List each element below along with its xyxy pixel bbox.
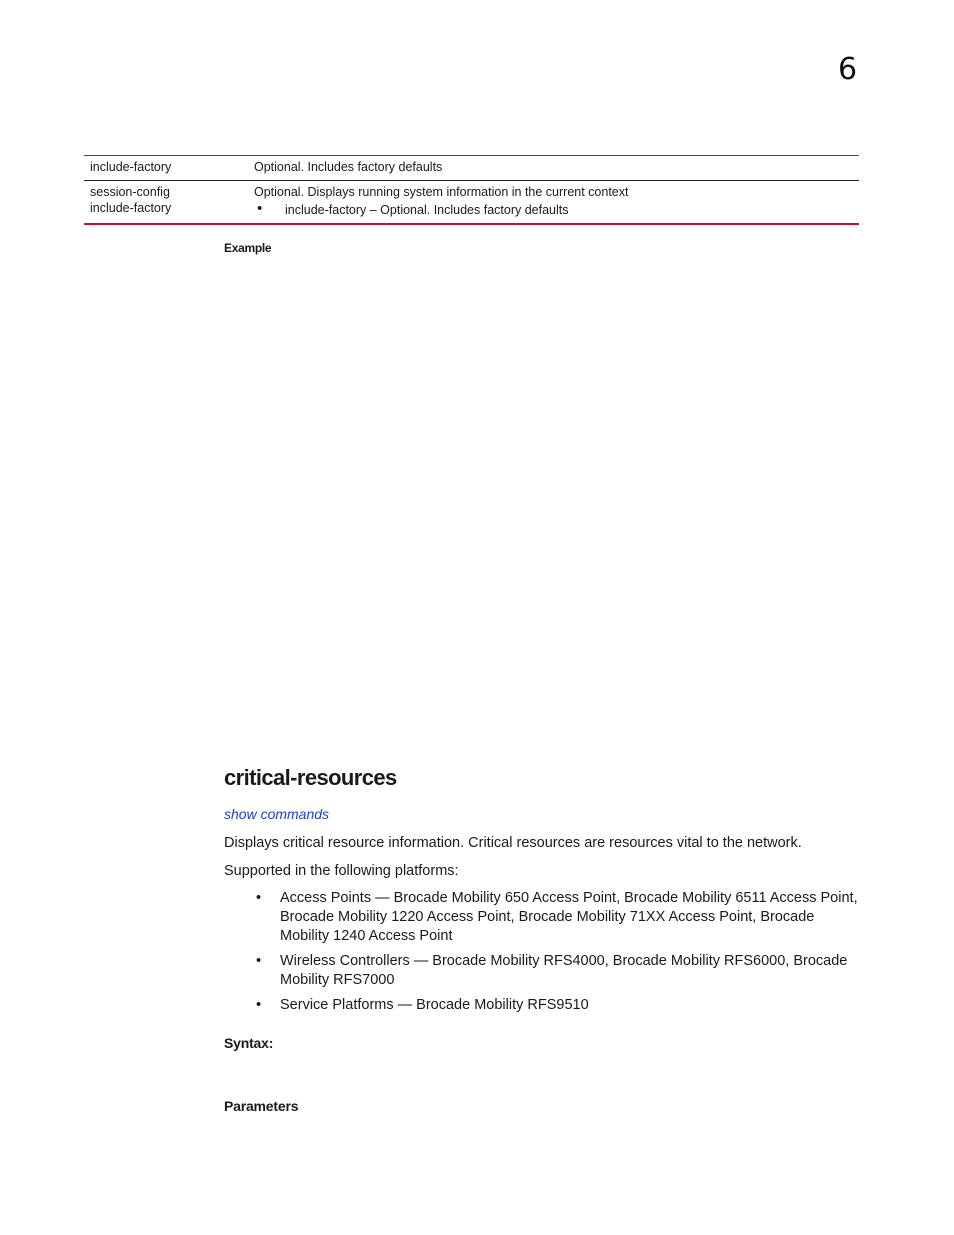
param-description-text: Optional. Displays running system information in the current context (254, 185, 629, 199)
table-row (84, 180, 859, 223)
platform-list (224, 889, 864, 1021)
example-label: Example (224, 241, 272, 255)
param-name: include-factory (90, 160, 172, 174)
list-item (224, 996, 864, 1015)
supported-intro: Supported in the following platforms: (224, 863, 459, 879)
table-row (84, 156, 859, 180)
bullet-icon: • (256, 953, 262, 969)
bullet-icon: • (256, 890, 262, 906)
parameters-heading: Parameters (224, 1098, 299, 1114)
param-bullet-item (254, 202, 859, 218)
param-description-text: Optional. Includes factory defaults (254, 160, 443, 174)
platform-text: Service Platforms — Brocade Mobility RFS9510 (280, 997, 589, 1013)
list-item (224, 952, 864, 990)
parameter-table (84, 155, 859, 225)
bullet-icon: • (256, 997, 262, 1013)
syntax-heading: Syntax: (224, 1035, 274, 1051)
param-bullet-text: include-factory – Optional. Includes factory defaults (285, 203, 569, 217)
show-commands-link[interactable]: show commands (224, 806, 330, 822)
param-description (254, 159, 859, 175)
platform-text: Wireless Controllers — Brocade Mobility RFS4000, Brocade Mobility RFS6000, Brocade Mobility RFS7000 (280, 953, 848, 988)
param-name: session-config include-factory (90, 185, 172, 215)
section-description: Displays critical resource information. Critical resources are resources vital to the network. (224, 835, 802, 851)
param-description (254, 184, 859, 218)
bullet-icon: • (257, 200, 263, 217)
section-title: critical-resources (224, 765, 397, 790)
platform-text: Access Points — Brocade Mobility 650 Access Point, Brocade Mobility 6511 Access Point, Brocade Mobility 1220 Access Point, Brocade Mobility 71XX Access Point, Brocade Mobility 1240 Access Point (280, 890, 858, 944)
chapter-number: 6 (838, 52, 858, 87)
list-item (224, 889, 864, 946)
